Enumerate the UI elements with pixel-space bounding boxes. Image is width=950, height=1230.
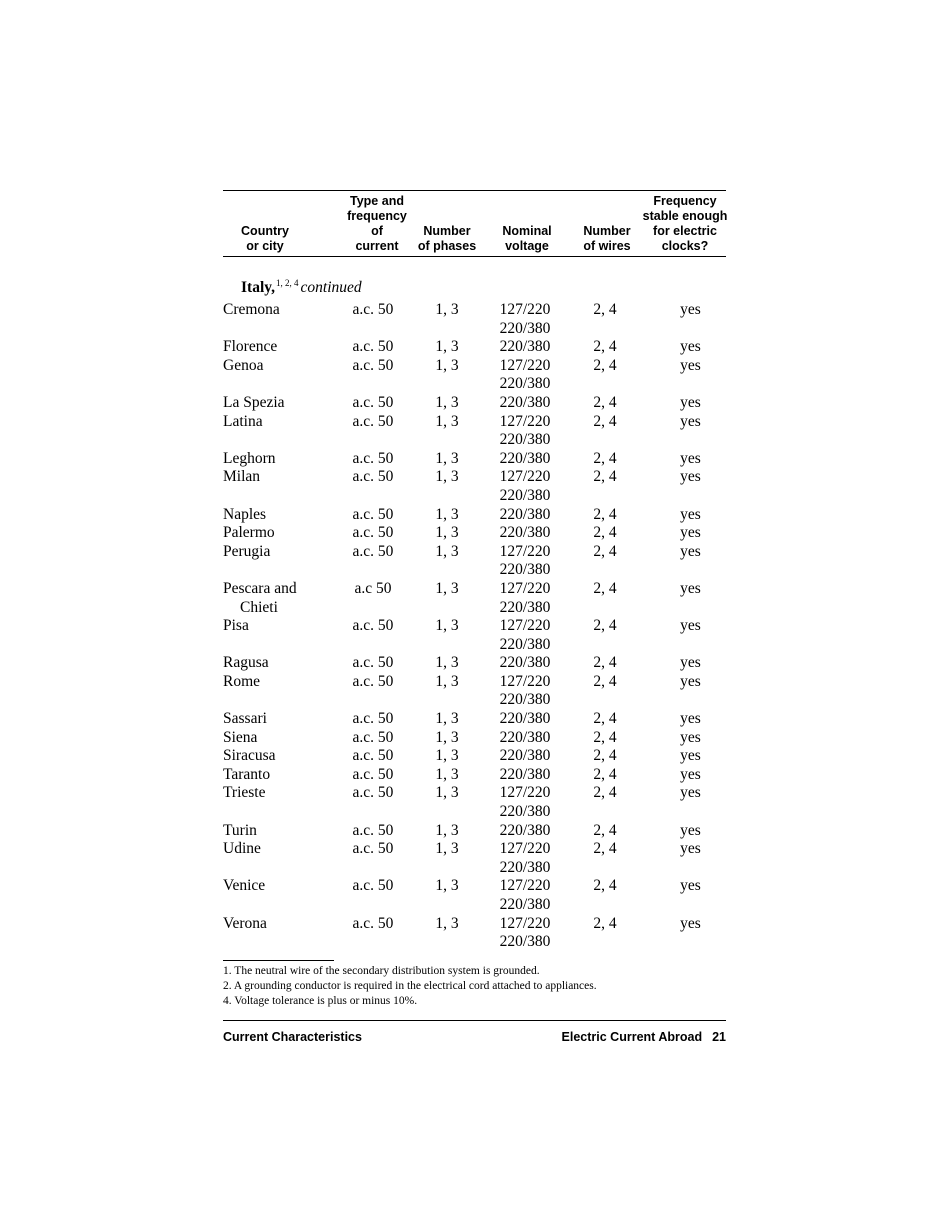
cell-frequency-stable: yes bbox=[680, 412, 701, 430]
cell-frequency-stable: yes bbox=[680, 672, 701, 690]
cell-type-frequency: a.c. 50 bbox=[352, 710, 394, 728]
footnotes bbox=[223, 964, 597, 1009]
cell-frequency-stable: yes bbox=[680, 301, 701, 318]
cell-phases: 1, 3 bbox=[435, 301, 459, 318]
cell-frequency-stable: yes bbox=[680, 877, 701, 895]
cell-city bbox=[223, 301, 333, 320]
table-row bbox=[223, 580, 726, 617]
table-row bbox=[223, 673, 726, 710]
cell-frequency-stable: yes bbox=[680, 468, 701, 486]
cell-wires: 2, 4 bbox=[593, 747, 617, 765]
city-name: Genoa bbox=[223, 356, 264, 374]
city-name: Naples bbox=[223, 505, 267, 523]
city-name: Milan bbox=[223, 468, 261, 486]
cell-phases: 1, 3 bbox=[435, 877, 459, 895]
cell-frequency-stable: yes bbox=[680, 542, 701, 560]
cell-wires: 2, 4 bbox=[593, 840, 617, 858]
cell-type-frequency: a.c. 50 bbox=[352, 765, 394, 783]
cell-phases: 1, 3 bbox=[435, 840, 459, 858]
cell-wires: 2, 4 bbox=[593, 505, 617, 523]
cell-wires: 2, 4 bbox=[593, 412, 617, 430]
cell-city bbox=[223, 915, 333, 934]
cell-frequency-stable: yes bbox=[680, 710, 701, 728]
city-name-continued: Chieti bbox=[240, 598, 278, 616]
table-row bbox=[223, 506, 726, 525]
table-row bbox=[223, 617, 726, 654]
cell-wires: 2, 4 bbox=[593, 821, 617, 839]
cell-wires: 2, 4 bbox=[593, 338, 617, 356]
table-header bbox=[223, 192, 726, 254]
city-name: Turin bbox=[223, 821, 257, 839]
city-name: Siena bbox=[223, 728, 258, 746]
footer-rule bbox=[223, 1020, 726, 1021]
cell-phases: 1, 3 bbox=[435, 468, 459, 486]
cell-type-frequency: a.c. 50 bbox=[352, 468, 394, 486]
table-row bbox=[223, 654, 726, 673]
cell-type-frequency: a.c. 50 bbox=[352, 412, 394, 430]
city-name: Palermo bbox=[223, 524, 275, 542]
cell-type-frequency: a.c. 50 bbox=[352, 301, 394, 318]
table-row bbox=[223, 357, 726, 394]
table-body bbox=[223, 301, 726, 952]
cell-frequency-stable: yes bbox=[680, 393, 701, 411]
table-row bbox=[223, 301, 726, 338]
header-wires: Number of wires bbox=[583, 224, 631, 253]
cell-type-frequency: a.c. 50 bbox=[352, 449, 394, 467]
cell-voltage: 220/380 bbox=[499, 505, 551, 523]
cell-voltage: 220/380 bbox=[499, 710, 551, 728]
table-row bbox=[223, 747, 726, 766]
cell-type-frequency: a.c 50 bbox=[354, 579, 392, 597]
header-country: Country or city bbox=[241, 224, 289, 253]
cell-frequency-stable: yes bbox=[680, 654, 701, 672]
cell-phases: 1, 3 bbox=[435, 728, 459, 746]
cell-city bbox=[223, 822, 333, 841]
cell-phases: 1, 3 bbox=[435, 505, 459, 523]
cell-city bbox=[223, 450, 333, 469]
city-name: Rome bbox=[223, 672, 261, 690]
cell-phases: 1, 3 bbox=[435, 672, 459, 690]
cell-city bbox=[223, 543, 333, 562]
cell-frequency-stable: yes bbox=[680, 356, 701, 374]
table-row bbox=[223, 915, 726, 952]
cell-wires: 2, 4 bbox=[593, 617, 617, 635]
cell-phases: 1, 3 bbox=[435, 356, 459, 374]
cell-city bbox=[223, 654, 333, 673]
footnote-rule bbox=[223, 960, 334, 961]
cell-wires: 2, 4 bbox=[593, 542, 617, 560]
city-name: Verona bbox=[223, 914, 267, 932]
cell-type-frequency: a.c. 50 bbox=[352, 542, 394, 560]
table-row bbox=[223, 729, 726, 748]
city-name: Siracusa bbox=[223, 747, 276, 765]
table-row bbox=[223, 394, 726, 413]
cell-voltage: 127/220 220/380 bbox=[499, 840, 551, 876]
city-name: Taranto bbox=[223, 765, 271, 783]
cell-wires: 2, 4 bbox=[593, 579, 617, 597]
cell-wires: 2, 4 bbox=[593, 914, 617, 932]
cell-voltage: 220/380 bbox=[499, 765, 551, 783]
table-row bbox=[223, 840, 726, 877]
cell-city bbox=[223, 394, 333, 413]
cell-phases: 1, 3 bbox=[435, 617, 459, 635]
cell-type-frequency: a.c. 50 bbox=[352, 914, 394, 932]
cell-phases: 1, 3 bbox=[435, 338, 459, 356]
table-row bbox=[223, 822, 726, 841]
cell-phases: 1, 3 bbox=[435, 412, 459, 430]
table-row bbox=[223, 710, 726, 729]
city-name: Latina bbox=[223, 412, 263, 430]
cell-phases: 1, 3 bbox=[435, 542, 459, 560]
cell-type-frequency: a.c. 50 bbox=[352, 877, 394, 895]
city-name: Cremona bbox=[223, 301, 280, 318]
table-row bbox=[223, 877, 726, 914]
cell-frequency-stable: yes bbox=[680, 840, 701, 858]
cell-voltage: 220/380 bbox=[499, 654, 551, 672]
cell-city bbox=[223, 729, 333, 748]
cell-wires: 2, 4 bbox=[593, 449, 617, 467]
cell-type-frequency: a.c. 50 bbox=[352, 840, 394, 858]
header-type-frequency: Type and frequency of current bbox=[347, 194, 407, 253]
cell-wires: 2, 4 bbox=[593, 301, 617, 318]
cell-voltage: 127/220 220/380 bbox=[499, 356, 551, 393]
cell-city bbox=[223, 617, 333, 636]
header-frequency-stable: Frequency stable enough for electric clocks? bbox=[642, 194, 728, 253]
footnote-1: 1. The neutral wire of the secondary distribution system is grounded. bbox=[223, 965, 540, 977]
section-title bbox=[241, 278, 362, 297]
cell-voltage: 127/220 220/380 bbox=[499, 877, 551, 913]
cell-voltage: 220/380 bbox=[499, 393, 551, 411]
cell-frequency-stable: yes bbox=[680, 765, 701, 783]
city-name: Florence bbox=[223, 338, 278, 356]
table-row bbox=[223, 450, 726, 469]
city-name: Ragusa bbox=[223, 654, 269, 672]
cell-city bbox=[223, 784, 333, 803]
running-footer-title bbox=[562, 1030, 726, 1044]
city-name: Perugia bbox=[223, 542, 271, 560]
table-row bbox=[223, 543, 726, 580]
cell-voltage: 127/220 220/380 bbox=[499, 784, 551, 821]
cell-voltage: 127/220 220/380 bbox=[499, 412, 551, 449]
cell-voltage: 127/220 220/380 bbox=[499, 914, 551, 951]
cell-type-frequency: a.c. 50 bbox=[352, 672, 394, 690]
cell-phases: 1, 3 bbox=[435, 914, 459, 932]
cell-city bbox=[223, 580, 333, 617]
cell-type-frequency: a.c. 50 bbox=[352, 617, 394, 635]
cell-frequency-stable: yes bbox=[680, 617, 701, 635]
cell-wires: 2, 4 bbox=[593, 393, 617, 411]
cell-wires: 2, 4 bbox=[593, 356, 617, 374]
cell-phases: 1, 3 bbox=[435, 393, 459, 411]
section-country: Italy, bbox=[241, 279, 276, 296]
cell-voltage: 127/220 220/380 bbox=[499, 617, 551, 653]
cell-voltage: 127/220 220/380 bbox=[499, 542, 551, 579]
cell-frequency-stable: yes bbox=[680, 747, 701, 765]
cell-city bbox=[223, 413, 333, 432]
cell-wires: 2, 4 bbox=[593, 524, 617, 542]
cell-type-frequency: a.c. 50 bbox=[352, 784, 394, 802]
cell-frequency-stable: yes bbox=[680, 449, 701, 467]
cell-type-frequency: a.c. 50 bbox=[352, 524, 394, 542]
cell-frequency-stable: yes bbox=[680, 524, 701, 542]
cell-type-frequency: a.c. 50 bbox=[352, 356, 394, 374]
table-row bbox=[223, 338, 726, 357]
cell-wires: 2, 4 bbox=[593, 877, 617, 895]
header-phases: Number of phases bbox=[417, 224, 477, 253]
cell-phases: 1, 3 bbox=[435, 579, 459, 597]
table-top-rule bbox=[223, 190, 726, 191]
cell-frequency-stable: yes bbox=[680, 784, 701, 802]
cell-voltage: 127/220 220/380 bbox=[499, 301, 551, 337]
cell-voltage: 127/220 220/380 bbox=[499, 468, 551, 504]
cell-city bbox=[223, 877, 333, 896]
cell-type-frequency: a.c. 50 bbox=[352, 654, 394, 672]
cell-wires: 2, 4 bbox=[593, 672, 617, 690]
cell-type-frequency: a.c. 50 bbox=[352, 821, 394, 839]
city-name: La Spezia bbox=[223, 393, 285, 411]
cell-city bbox=[223, 338, 333, 357]
city-name: Pescara and bbox=[223, 579, 297, 597]
table-row bbox=[223, 524, 726, 543]
page-number: 21 bbox=[712, 1030, 726, 1044]
footer-book-title: Electric Current Abroad bbox=[561, 1030, 703, 1044]
cell-city bbox=[223, 524, 333, 543]
cell-city bbox=[223, 840, 333, 859]
cell-city bbox=[223, 468, 333, 487]
cell-voltage: 220/380 bbox=[499, 747, 551, 765]
cell-wires: 2, 4 bbox=[593, 468, 617, 486]
cell-city bbox=[223, 710, 333, 729]
cell-phases: 1, 3 bbox=[435, 784, 459, 802]
cell-wires: 2, 4 bbox=[593, 784, 617, 802]
cell-phases: 1, 3 bbox=[435, 765, 459, 783]
cell-frequency-stable: yes bbox=[680, 505, 701, 523]
city-name: Venice bbox=[223, 877, 266, 895]
cell-wires: 2, 4 bbox=[593, 654, 617, 672]
cell-phases: 1, 3 bbox=[435, 654, 459, 672]
cell-voltage: 220/380 bbox=[499, 449, 551, 467]
cell-wires: 2, 4 bbox=[593, 765, 617, 783]
city-name: Pisa bbox=[223, 617, 249, 635]
cell-city bbox=[223, 357, 333, 376]
cell-phases: 1, 3 bbox=[435, 821, 459, 839]
cell-voltage: 220/380 bbox=[499, 821, 551, 839]
cell-city bbox=[223, 506, 333, 525]
cell-voltage: 220/380 bbox=[499, 338, 551, 356]
city-name: Trieste bbox=[223, 784, 266, 802]
cell-frequency-stable: yes bbox=[680, 338, 701, 356]
cell-voltage: 220/380 bbox=[499, 524, 551, 542]
cell-wires: 2, 4 bbox=[593, 710, 617, 728]
cell-phases: 1, 3 bbox=[435, 747, 459, 765]
city-name: Udine bbox=[223, 840, 261, 858]
cell-phases: 1, 3 bbox=[435, 710, 459, 728]
section-continued: continued bbox=[300, 279, 362, 296]
footnote-2: 2. A grounding conductor is required in the electrical cord attached to appliances. bbox=[223, 980, 597, 992]
cell-city bbox=[223, 766, 333, 785]
footnote-4: 4. Voltage tolerance is plus or minus 10%. bbox=[223, 995, 418, 1007]
cell-voltage: 127/220 220/380 bbox=[499, 672, 551, 709]
cell-voltage: 220/380 bbox=[499, 728, 551, 746]
header-voltage: Nominal voltage bbox=[502, 224, 552, 253]
cell-type-frequency: a.c. 50 bbox=[352, 393, 394, 411]
cell-phases: 1, 3 bbox=[435, 524, 459, 542]
cell-city bbox=[223, 747, 333, 766]
table-row bbox=[223, 766, 726, 785]
city-name: Sassari bbox=[223, 710, 267, 728]
table-row bbox=[223, 784, 726, 821]
cell-type-frequency: a.c. 50 bbox=[352, 338, 394, 356]
cell-frequency-stable: yes bbox=[680, 821, 701, 839]
city-name: Leghorn bbox=[223, 449, 276, 467]
cell-frequency-stable: yes bbox=[680, 914, 701, 932]
cell-frequency-stable: yes bbox=[680, 728, 701, 746]
running-footer-section: Current Characteristics bbox=[223, 1030, 362, 1044]
section-note-refs: 1, 2, 4 bbox=[276, 278, 299, 288]
cell-city bbox=[223, 673, 333, 692]
cell-voltage: 127/220 220/380 bbox=[499, 579, 551, 616]
table-header-rule bbox=[223, 256, 726, 257]
cell-type-frequency: a.c. 50 bbox=[352, 728, 394, 746]
cell-type-frequency: a.c. 50 bbox=[352, 505, 394, 523]
table-row bbox=[223, 413, 726, 450]
cell-type-frequency: a.c. 50 bbox=[352, 747, 394, 765]
table-row bbox=[223, 468, 726, 505]
cell-frequency-stable: yes bbox=[680, 579, 701, 597]
cell-phases: 1, 3 bbox=[435, 449, 459, 467]
cell-wires: 2, 4 bbox=[593, 728, 617, 746]
